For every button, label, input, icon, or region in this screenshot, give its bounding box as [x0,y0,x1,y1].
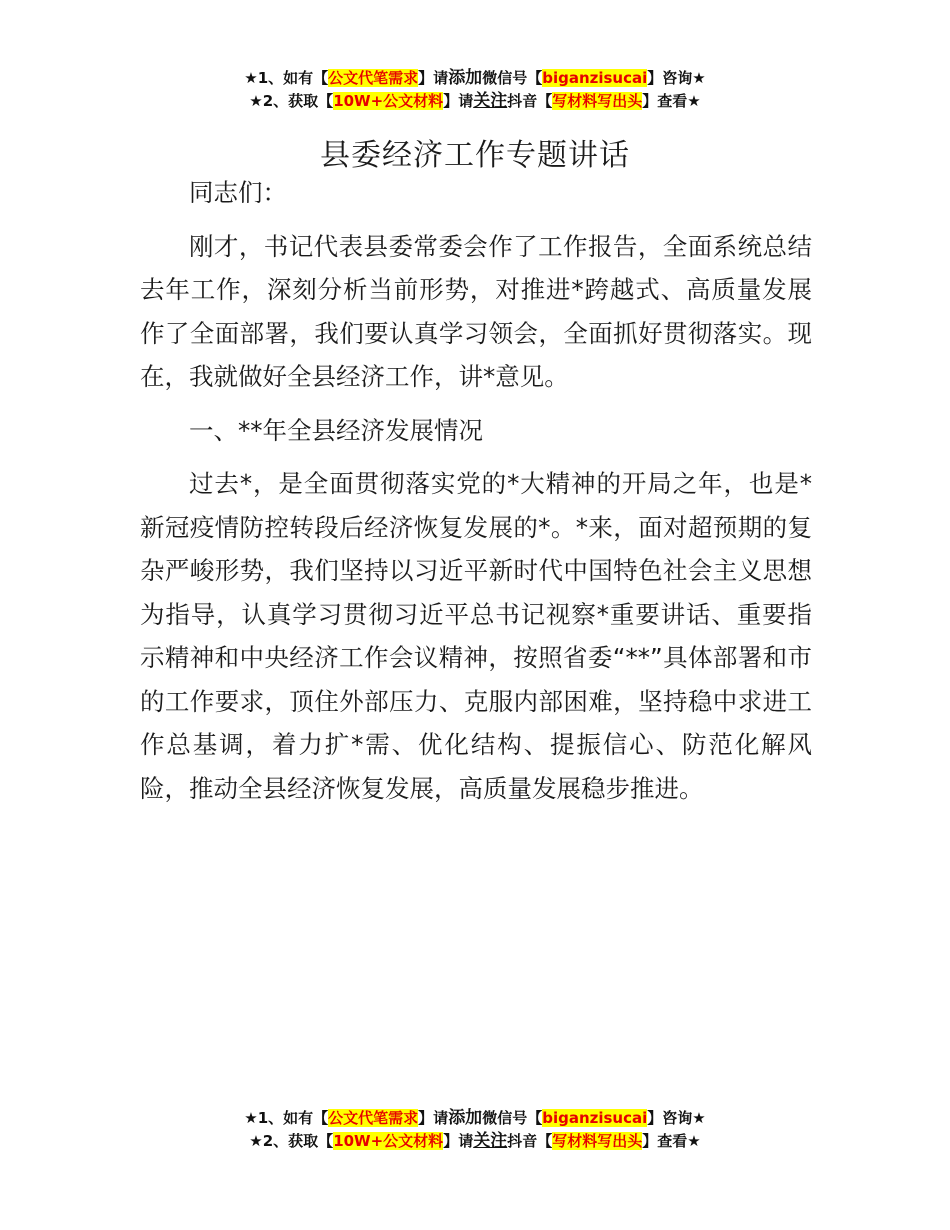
promo-text: 】咨询★ [647,1109,706,1127]
promo-text: ★2、获取【 [249,92,334,110]
promo-text: 】请 [443,92,474,110]
promo-emphasis: 添加 [448,68,483,88]
footer-promo-banner [0,1107,950,1153]
promo-text: ★1、如有【 [244,69,329,87]
promo-emphasis: 关注 [473,1131,508,1151]
promo-line-1 [0,1107,950,1130]
promo-line-2 [0,90,950,113]
promo-text: 抖音【 [507,1132,553,1150]
promo-text: 】查看★ [642,92,701,110]
section-heading: 一、**年全县经济发展情况 [189,415,483,445]
promo-text: ★1、如有【 [244,1109,329,1127]
body-paragraph: 过去*，是全面贯彻落实党的*大精神的开局之年，也是*新冠疫情防控转段后经济恢复发展的*。*来，面对超预期的复杂严峻形势，我们坚持以习近平新时代中国特色社会主义思想为指导，认真学习贯彻习近平总书记视察*重要讲话、重要指示精神和中央经济工作会议精神，按照省委“**”具体部署和市的工作要求，顶住外部压力、克服内部困难，坚持稳中求进工作总基调，着力扩*需、优化结构、提振信心、防范化解风险，推动全县经济恢复发展，高质量发展稳步推进。 [140,469,812,803]
promo-highlight-offer: 10W+公文材料 [333,1132,444,1150]
promo-highlight-wechat: biganzisucai [542,1109,648,1127]
document-title: 县委经济工作专题讲话 [320,138,630,174]
promo-text: 】请 [418,1109,449,1127]
promo-text: 】查看★ [642,1132,701,1150]
promo-text: 抖音【 [507,92,553,110]
promo-emphasis: 关注 [473,91,508,111]
promo-line-2 [0,1130,950,1153]
header-promo-banner [0,67,950,113]
promo-text: 】咨询★ [647,69,706,87]
salutation: 同志们： [189,178,287,207]
promo-text: 微信号【 [482,1109,543,1127]
promo-text: 】请 [443,1132,474,1150]
promo-highlight-account: 写材料写出头 [552,92,643,110]
promo-highlight-service: 公文代笔需求 [328,69,419,87]
promo-line-1 [0,67,950,90]
promo-text: ★2、获取【 [249,1132,334,1150]
promo-emphasis: 添加 [448,1108,483,1128]
promo-highlight-offer: 10W+公文材料 [333,92,444,110]
promo-highlight-wechat: biganzisucai [542,69,648,87]
promo-text: 微信号【 [482,69,543,87]
promo-highlight-service: 公文代笔需求 [328,1109,419,1127]
promo-highlight-account: 写材料写出头 [552,1132,643,1150]
promo-text: 】请 [418,69,449,87]
body-paragraph: 刚才，书记代表县委常委会作了工作报告，全面系统总结去年工作，深刻分析当前形势，对推进*跨越式、高质量发展作了全面部署，我们要认真学习领会，全面抓好贯彻落实。现在，我就做好全县经济工作，讲*意见。 [140,231,812,391]
document-body [140,171,812,820]
